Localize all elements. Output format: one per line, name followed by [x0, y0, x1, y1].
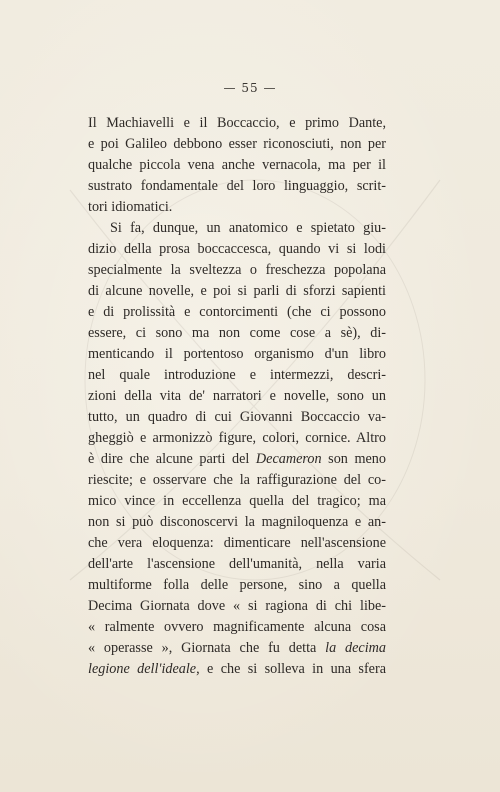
text-line: tori idiomatici. — [88, 199, 173, 215]
text-line: dizio della prosa boccaccesca, quando vi si lodi — [88, 241, 386, 257]
text-line — [88, 659, 386, 680]
text-line: tutto, un quadro di cui Giovanni Boccaccio va- — [88, 409, 386, 425]
text-line: nel quale introduzione e intermezzi, descri- — [88, 367, 386, 383]
text-line: multiforme folla delle persone, sino a quella — [88, 577, 386, 593]
body-text — [88, 113, 386, 680]
italic-text: Decameron — [255, 451, 322, 467]
text-segment: è dire che alcune parti del — [88, 451, 256, 467]
text-line: dell'arte l'ascensione dell'umanità, nella varia — [88, 556, 386, 572]
text-line: sustrato fondamentale del loro linguaggio, scrit- — [88, 178, 386, 194]
text-line: « ralmente ovvero magnificamente alcuna cosa — [88, 619, 386, 635]
text-line: non si può disconoscervi la magniloquenza e an- — [88, 514, 386, 530]
text-line: riescite; e osservare che la raffigurazione del co- — [88, 472, 386, 488]
text-line: di alcune novelle, e poi si parli di sforzi sapienti — [88, 283, 386, 299]
text-line: mico vince in eccellenza quella del tragico; ma — [88, 493, 386, 509]
text-line: qualche piccola vena anche vernacola, ma per il — [88, 157, 386, 173]
text-segment: son meno — [321, 451, 386, 467]
text-segment: , e che si solleva in una sfera — [196, 661, 386, 677]
text-line: essere, ci sono ma non come cose a sè), di- — [88, 325, 386, 341]
text-line: Il Machiavelli e il Boccaccio, e primo Dante, — [88, 115, 386, 131]
text-line: specialmente la sveltezza o freschezza popolana — [88, 262, 386, 278]
text-line: zioni della vita de' narratori e novelle, sono un — [88, 388, 386, 404]
text-line — [88, 638, 386, 659]
page-number: — 55 — — [223, 81, 277, 95]
text-line: e poi Galileo debbono esser riconosciuti, non per — [88, 136, 386, 152]
text-line: e di prolissità e contorcimenti (che ci possono — [88, 304, 386, 320]
text-segment: « operasse », Giornata che fu detta — [88, 640, 326, 656]
text-line: gheggiò e armonizzò figure, colori, cornice. Altro — [88, 430, 386, 446]
text-line: che vera eloquenza: dimenticare nell'ascensione — [88, 535, 386, 551]
text-line: Si fa, dunque, un anatomico e spietato giu- — [110, 220, 386, 236]
text-line: menticando il portentoso organismo d'un libro — [88, 346, 386, 362]
italic-text: la decima — [325, 640, 386, 656]
italic-text: legione dell'ideale — [88, 661, 197, 677]
text-line — [88, 449, 386, 470]
text-line: Decima Giornata dove « si ragiona di chi libe- — [88, 598, 386, 614]
